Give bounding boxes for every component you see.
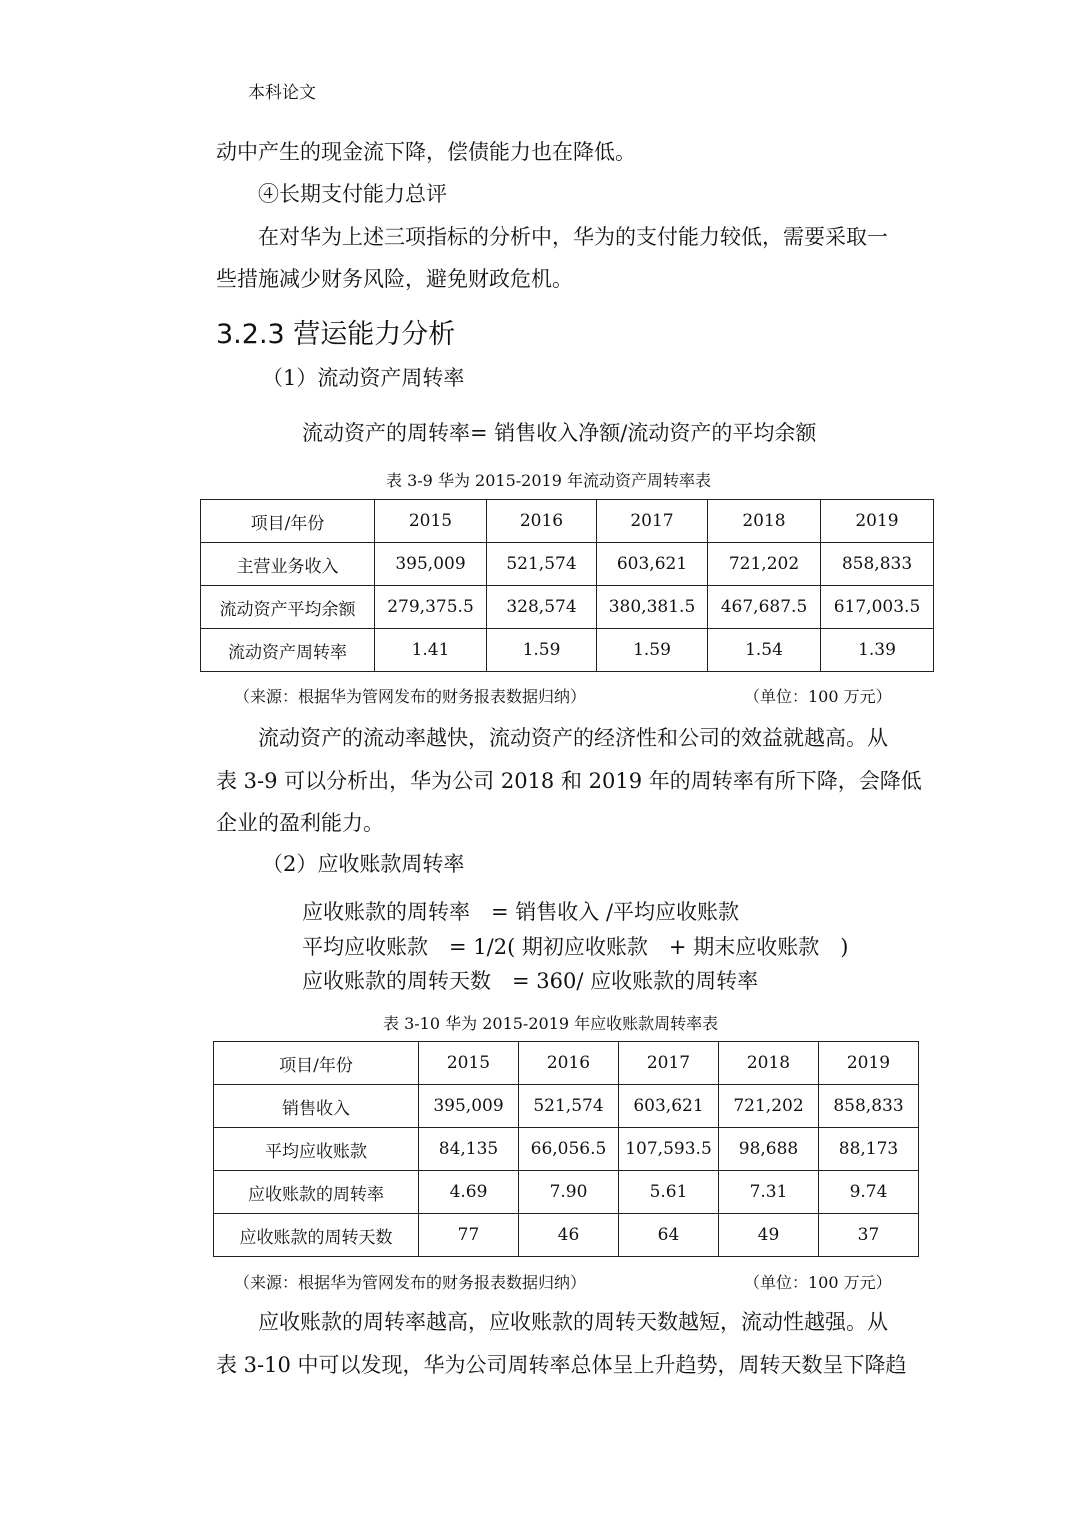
paragraph-line: 企业的盈利能力。 (216, 811, 384, 835)
table-cell: 49 (719, 1214, 819, 1257)
table-row (214, 1171, 919, 1214)
paragraph-line: 表 3-10 中可以发现，华为公司周转率总体呈上升趋势，周转天数呈下降趋 (216, 1353, 907, 1377)
table-cell: 2015 (375, 500, 487, 543)
paragraph-line: 些措施减少财务风险，避免财政危机。 (216, 267, 573, 291)
table-cell: 37 (819, 1214, 919, 1257)
table-cell: 1.59 (597, 629, 708, 672)
table-cell: 4.69 (419, 1171, 519, 1214)
table-cell: 项目/年份 (214, 1042, 419, 1085)
table-source-note: （来源：根据华为管网发布的财务报表数据归纳） (234, 687, 587, 706)
table-row (201, 543, 934, 586)
table-cell: 9.74 (819, 1171, 919, 1214)
table-cell: 395,009 (419, 1085, 519, 1128)
table-cell: 销售收入 (214, 1085, 419, 1128)
table-cell: 603,621 (619, 1085, 719, 1128)
table-cell: 2017 (597, 500, 708, 543)
table-cell: 7.31 (719, 1171, 819, 1214)
table-cell: 88,173 (819, 1128, 919, 1171)
paragraph-line: 动中产生的现金流下降，偿债能力也在降低。 (216, 140, 636, 164)
subsection-label: （2）应收账款周转率 (262, 852, 465, 876)
table-cell: 2016 (519, 1042, 619, 1085)
table-cell: 5.61 (619, 1171, 719, 1214)
table-cell: 66,056.5 (519, 1128, 619, 1171)
subsection-label: ④长期支付能力总评 (258, 182, 447, 206)
table-cell: 721,202 (708, 543, 821, 586)
formula: 应收账款的周转天数 = 360/ 应收账款的周转率 (302, 969, 759, 993)
table-cell: 应收账款的周转天数 (214, 1214, 419, 1257)
table-cell: 521,574 (519, 1085, 619, 1128)
table-unit-note: （单位：100 万元） (744, 1273, 892, 1292)
table-cell: 2019 (819, 1042, 919, 1085)
paragraph-line: 表 3-9 可以分析出，华为公司 2018 和 2019 年的周转率有所下降，会降低 (216, 769, 922, 793)
table-cell: 1.59 (487, 629, 597, 672)
table-row (201, 586, 934, 629)
table-cell: 395,009 (375, 543, 487, 586)
table-cell: 64 (619, 1214, 719, 1257)
receivables-table-3-10 (213, 1041, 919, 1257)
table-cell: 107,593.5 (619, 1128, 719, 1171)
paragraph-line: 应收账款的周转率越高，应收账款的周转天数越短，流动性越强。从 (258, 1310, 888, 1334)
table-cell: 2019 (821, 500, 934, 543)
table-unit-note: （单位：100 万元） (744, 687, 892, 706)
table-cell: 603,621 (597, 543, 708, 586)
table-cell: 应收账款的周转率 (214, 1171, 419, 1214)
turnover-table-3-9 (200, 499, 934, 672)
table-cell: 2015 (419, 1042, 519, 1085)
table-cell: 380,381.5 (597, 586, 708, 629)
table-row (214, 1085, 919, 1128)
table-row (214, 1128, 919, 1171)
table-cell: 858,833 (821, 543, 934, 586)
table-cell: 328,574 (487, 586, 597, 629)
table-cell: 617,003.5 (821, 586, 934, 629)
formula: 流动资产的周转率= 销售收入净额/流动资产的平均余额 (302, 421, 817, 445)
table-cell: 98,688 (719, 1128, 819, 1171)
table-cell: 84,135 (419, 1128, 519, 1171)
table-cell: 1.39 (821, 629, 934, 672)
subsection-label: （1）流动资产周转率 (262, 366, 465, 390)
table-cell: 1.41 (375, 629, 487, 672)
table-cell: 平均应收账款 (214, 1128, 419, 1171)
table-row (214, 1214, 919, 1257)
table-caption: 表 3-10 华为 2015-2019 年应收账款周转率表 (383, 1014, 719, 1033)
formula: 平均应收账款 = 1/2( 期初应收账款 + 期末应收账款 ) (302, 935, 849, 959)
table-header-row (214, 1042, 919, 1085)
section-heading: 3.2.3 营运能力分析 (216, 319, 456, 350)
table-cell: 858,833 (819, 1085, 919, 1128)
table-cell: 项目/年份 (201, 500, 375, 543)
table-cell: 467,687.5 (708, 586, 821, 629)
table-cell: 2017 (619, 1042, 719, 1085)
table-cell: 1.54 (708, 629, 821, 672)
table-cell: 2018 (719, 1042, 819, 1085)
table-source-note: （来源：根据华为管网发布的财务报表数据归纳） (234, 1273, 587, 1292)
table-row (201, 629, 934, 672)
page-header: 本科论文 (248, 83, 316, 103)
table-cell: 721,202 (719, 1085, 819, 1128)
table-cell: 主营业务收入 (201, 543, 375, 586)
table-cell: 流动资产周转率 (201, 629, 375, 672)
table-cell: 2016 (487, 500, 597, 543)
table-cell: 46 (519, 1214, 619, 1257)
table-cell: 77 (419, 1214, 519, 1257)
formula: 应收账款的周转率 = 销售收入 /平均应收账款 (302, 900, 740, 924)
table-header-row (201, 500, 934, 543)
table-cell: 流动资产平均余额 (201, 586, 375, 629)
paragraph-line: 在对华为上述三项指标的分析中，华为的支付能力较低，需要采取一 (258, 225, 888, 249)
table-cell: 521,574 (487, 543, 597, 586)
table-cell: 2018 (708, 500, 821, 543)
paragraph-line: 流动资产的流动率越快，流动资产的经济性和公司的效益就越高。从 (258, 726, 888, 750)
table-cell: 279,375.5 (375, 586, 487, 629)
table-cell: 7.90 (519, 1171, 619, 1214)
table-caption: 表 3-9 华为 2015-2019 年流动资产周转率表 (386, 471, 711, 490)
